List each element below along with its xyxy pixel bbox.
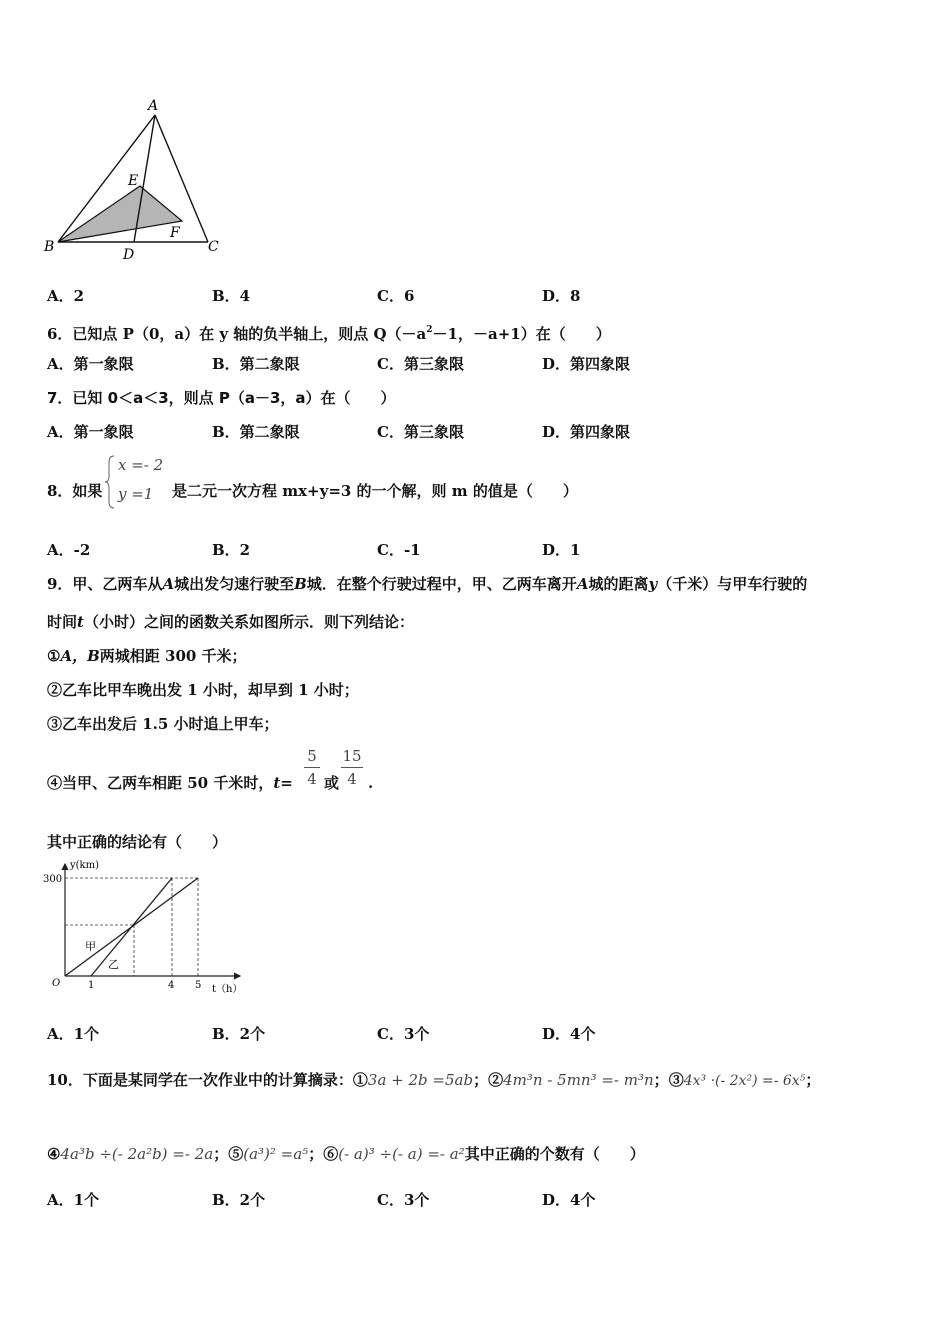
q9-claim-4-end: . — [368, 774, 374, 792]
fraction-numerator: 15 — [342, 747, 362, 765]
q8-suffix: 是二元一次方程 mx+y=3 的一个解，则 m 的值是（ ） — [172, 482, 578, 500]
q10-option-b: B．2个 — [212, 1191, 266, 1209]
q9-option-d: D．4个 — [542, 1025, 596, 1043]
y-tick-300: 300 — [43, 874, 63, 885]
fraction-bar — [304, 767, 320, 768]
q8-option-b: B．2 — [212, 541, 251, 559]
q9-option-c: C．3个 — [377, 1025, 430, 1043]
q9-option-a: A．1个 — [47, 1025, 100, 1043]
q6-stem: 6．已知点 P（0，a）在 y 轴的负半轴上，则点 $Q(-a^2-1$，－a+1）在（ ） — [47, 325, 611, 343]
origin-label: O — [52, 978, 61, 989]
fraction-denominator: 4 — [307, 770, 317, 788]
q10-expr-5: (a³)² =a⁵ — [243, 1145, 309, 1163]
x-tick-5: 5 — [195, 980, 202, 991]
fraction-numerator: 5 — [307, 747, 317, 765]
label-f: F — [170, 225, 180, 241]
q10-line1: 10．下面是某同学在一次作业中的计算摘录：①3a + 2b =5ab；②4m³n - 5mn³ =- m³n；③4x³ ·(- 2x²) =- 6x⁵； — [47, 1071, 821, 1089]
q8-system-brace — [104, 454, 116, 510]
q5-option-c: C．6 — [377, 287, 415, 305]
label-e: E — [128, 173, 139, 189]
q9-claim-1: ①A，B两城相距 300 千米； — [47, 647, 247, 665]
q10-option-c: C．3个 — [377, 1191, 430, 1209]
q7-option-c: C．第三象限 — [377, 423, 464, 441]
x-tick-4: 4 — [168, 980, 175, 991]
triangle-figure — [40, 95, 230, 265]
y-axis-label: y(km) — [70, 860, 99, 871]
q5-option-b: B．4 — [212, 287, 251, 305]
fraction-denominator: 4 — [347, 770, 357, 788]
q9-stem-line1: 9．甲、乙两车从A城出发匀速行驶至B城．在整个行驶过程中，甲、乙两车离开A城的距离y（千米）与甲车行驶的 — [47, 575, 808, 593]
fraction-15-4 — [341, 747, 363, 788]
label-b: B — [44, 239, 55, 255]
q7-option-a: A．第一象限 — [47, 423, 134, 441]
q10-expr-3: 4x³ ·(- 2x²) =- 6x⁵ — [683, 1073, 806, 1089]
q6-option-b: B．第二象限 — [212, 355, 300, 373]
q9-stem-line2: 时间t（小时）之间的函数关系如图所示．则下列结论： — [47, 613, 414, 631]
q10-expr-1: 3a + 2b =5ab — [367, 1071, 474, 1089]
q5-option-a: A．2 — [47, 287, 85, 305]
q8-option-a: A．-2 — [47, 541, 91, 559]
q10-line2: ④4a³b ÷(- 2a²b) =- 2a；⑤(a³)² =a⁵；⑥(- a)³ ÷(- a) =- a²其中正确的个数有（ ） — [47, 1145, 645, 1163]
q9-distance-time-graph — [40, 858, 250, 998]
label-c: C — [208, 239, 219, 255]
label-yi: 乙 — [108, 958, 119, 971]
q8-option-d: D．1 — [542, 541, 581, 559]
label-d: D — [123, 247, 135, 263]
q10-option-a: A．1个 — [47, 1191, 100, 1209]
q6-option-c: C．第三象限 — [377, 355, 464, 373]
line-yi — [91, 878, 172, 976]
q7-option-b: B．第二象限 — [212, 423, 300, 441]
q10-expr-6: (- a)³ ÷(- a) =- a² — [338, 1145, 465, 1163]
label-jia: 甲 — [85, 940, 96, 953]
q8-option-c: C．-1 — [377, 541, 421, 559]
q8-system-line1: x =- 2 — [118, 456, 164, 474]
q8-system-line2: y =1 — [118, 485, 154, 503]
q10-expr-2: 4m³n - 5mn³ =- m³n — [503, 1071, 654, 1089]
label-a: A — [148, 98, 159, 114]
q7-stem: 7．已知 0＜a＜3，则点 P（a－3，a）在（ ） — [47, 389, 396, 407]
shaded-triangle-bef — [58, 186, 182, 242]
x-tick-1: 1 — [88, 980, 95, 991]
q10-expr-4: 4a³b ÷(- 2a²b) =- 2a — [60, 1145, 214, 1163]
q9-claim-4-or: 或 — [324, 774, 340, 792]
q6-option-d: D．第四象限 — [542, 355, 631, 373]
x-axis-label: t（h） — [212, 984, 243, 995]
q9-claim-2: ②乙车比甲车晚出发 1 小时，却早到 1 小时； — [47, 681, 359, 699]
fraction-5-4 — [304, 747, 320, 788]
q5-option-d: D．8 — [542, 287, 581, 305]
q6-option-a: A．第一象限 — [47, 355, 134, 373]
q9-ask: 其中正确的结论有（ ） — [47, 833, 228, 851]
q9-claim-3: ③乙车出发后 1.5 小时追上甲车； — [47, 715, 279, 733]
q9-option-b: B．2个 — [212, 1025, 266, 1043]
q10-option-d: D．4个 — [542, 1191, 596, 1209]
q7-option-d: D．第四象限 — [542, 423, 631, 441]
fraction-bar — [341, 767, 363, 768]
q8-prefix: 8．如果 — [47, 482, 103, 500]
q9-claim-4: ④当甲、乙两车相距 50 千米时，t= — [47, 774, 293, 792]
